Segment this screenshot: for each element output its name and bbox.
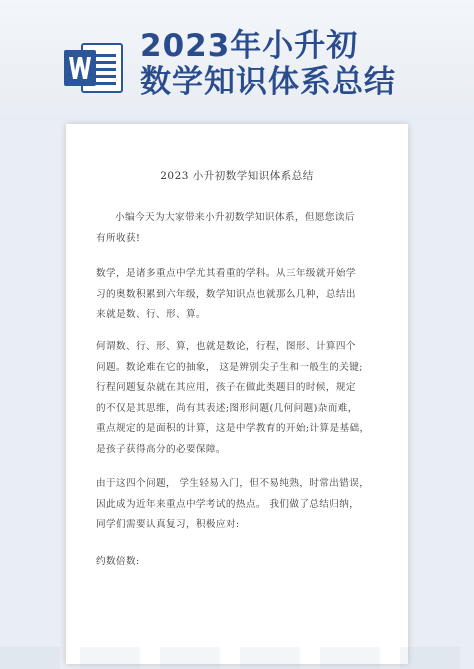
paragraph-line: 约数倍数: [96, 556, 140, 567]
word-doc-icon [64, 40, 126, 96]
paragraph-line: 来就是数、行、形、算。 [96, 309, 206, 320]
paragraph-summary [96, 474, 380, 536]
paragraph-line: 问题。数论难在它的抽象， 这是辨别尖子生和一般生的关键; [96, 361, 363, 373]
paragraph-line: 的不仅是其思维，尚有其表述;图形问题(几何问题)杂而难， [96, 402, 358, 414]
bottom-watermark-strip [0, 647, 474, 669]
paragraph-math [96, 264, 380, 326]
paragraph-line: 有所收获! [96, 232, 141, 244]
document-page [66, 124, 408, 664]
paragraph-line: 因此成为近年来重点中学考试的热点。 我们做了总结归纳， [96, 498, 360, 510]
paragraph-line: 小编今天为大家带来小升初数学知识体系，但愿您读后 [115, 212, 355, 223]
paragraph-line: 何谓数、行、形、算，也就是数论，行程，图形、计算四个 [96, 341, 356, 352]
paragraph-line: 同学们需要认真复习，积极应对: [96, 519, 240, 530]
paragraph-line: 数学，是诸多重点中学尤其看重的学科。从三年级就开始学 [96, 268, 356, 279]
page-title-line1: 2023年小升初 [140, 28, 359, 64]
document-title: 2023 小升初数学知识体系总结 [160, 170, 314, 182]
paragraph-divisors [96, 552, 380, 573]
paragraph-four-problems [96, 337, 380, 460]
page-title-line2: 数学知识体系总结 [140, 64, 396, 100]
header-banner [0, 0, 474, 120]
paragraph-line: 重点规定的是面积的计算，这是中学教育的开始;计算是基础， [96, 423, 370, 434]
paragraph-line: 由于这四个问题， 学生轻易入门，但不易纯熟，时常出错误， [96, 478, 370, 489]
paragraph-line: 行程问题复杂就在其应用，孩子在做此类题目的时候，规定 [96, 382, 356, 393]
paragraph-intro [96, 208, 380, 249]
page-title [140, 28, 396, 100]
paragraph-line: 是孩子获得高分的必要保障。 [96, 443, 226, 455]
paragraph-line: 习的奥数积累到六年级，数学知识点也就那么几种，总结出 [96, 288, 356, 300]
